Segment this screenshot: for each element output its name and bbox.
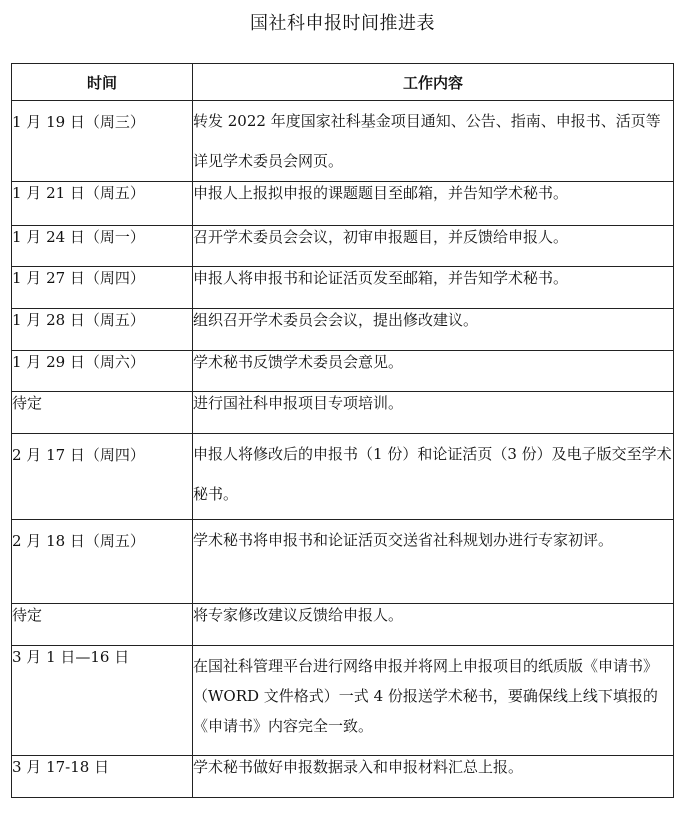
content-cell: 学术秘书做好申报数据录入和申报材料汇总上报。 bbox=[193, 756, 674, 798]
time-cell: 2 月 18 日（周五） bbox=[12, 520, 193, 604]
content-cell: 将专家修改建议反馈给申报人。 bbox=[193, 604, 674, 646]
schedule-table bbox=[11, 63, 674, 798]
content-cell: 申报人上报拟申报的课题题目至邮箱，并告知学术秘书。 bbox=[193, 182, 674, 226]
time-cell: 3 月 1 日—16 日 bbox=[12, 646, 193, 756]
table-row bbox=[12, 267, 674, 309]
content-cell: 申报人将申报书和论证活页发至邮箱，并告知学术秘书。 bbox=[193, 267, 674, 309]
content-cell: 学术秘书反馈学术委员会意见。 bbox=[193, 351, 674, 392]
column-header-time: 时间 bbox=[12, 64, 193, 101]
time-cell: 1 月 27 日（周四） bbox=[12, 267, 193, 309]
content-cell: 进行国社科申报项目专项培训。 bbox=[193, 392, 674, 434]
page-title: 国社科申报时间推进表 bbox=[250, 13, 435, 34]
table-row bbox=[12, 309, 674, 351]
content-cell: 召开学术委员会会议，初审申报题目，并反馈给申报人。 bbox=[193, 226, 674, 267]
table-row bbox=[12, 756, 674, 798]
table-row bbox=[12, 101, 674, 182]
column-header-content: 工作内容 bbox=[193, 64, 674, 101]
time-cell: 3 月 17-18 日 bbox=[12, 756, 193, 798]
table-row bbox=[12, 646, 674, 756]
content-cell: 转发 2022 年度国家社科基金项目通知、公告、指南、申报书、活页等详见学术委员会网页。 bbox=[193, 101, 674, 182]
table-row bbox=[12, 226, 674, 267]
content-cell: 申报人将修改后的申报书（1 份）和论证活页（3 份）及电子版交至学术秘书。 bbox=[193, 434, 674, 520]
table-row bbox=[12, 604, 674, 646]
time-cell: 待定 bbox=[12, 604, 193, 646]
time-cell: 待定 bbox=[12, 392, 193, 434]
time-cell: 1 月 19 日（周三） bbox=[12, 101, 193, 182]
table-row bbox=[12, 392, 674, 434]
table-row bbox=[12, 520, 674, 604]
time-cell: 2 月 17 日（周四） bbox=[12, 434, 193, 520]
table-row bbox=[12, 182, 674, 226]
table-row bbox=[12, 351, 674, 392]
table-row bbox=[12, 434, 674, 520]
content-cell: 在国社科管理平台进行网络申报并将网上申报项目的纸质版《申请书》（WORD 文件格式）一式 4 份报送学术秘书，要确保线上线下填报的《申请书》内容完全一致。 bbox=[193, 646, 674, 756]
time-cell: 1 月 29 日（周六） bbox=[12, 351, 193, 392]
time-cell: 1 月 24 日（周一） bbox=[12, 226, 193, 267]
time-cell: 1 月 28 日（周五） bbox=[12, 309, 193, 351]
time-cell: 1 月 21 日（周五） bbox=[12, 182, 193, 226]
content-cell: 组织召开学术委员会会议，提出修改建议。 bbox=[193, 309, 674, 351]
content-cell: 学术秘书将申报书和论证活页交送省社科规划办进行专家初评。 bbox=[193, 520, 674, 604]
table-header-row bbox=[12, 64, 674, 101]
